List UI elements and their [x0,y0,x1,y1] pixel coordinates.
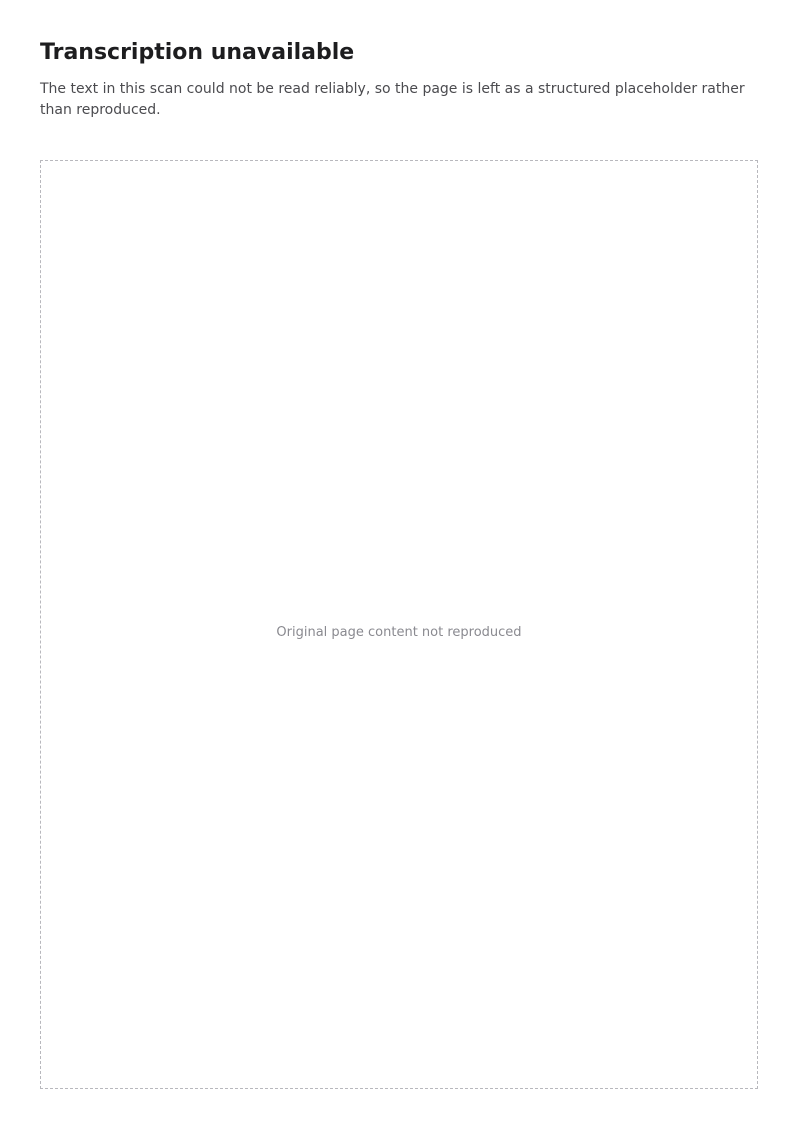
notice [40,40,760,131]
notice-title: Transcription unavailable [40,40,355,65]
frame-label: Original page content not reproduced [276,624,522,640]
notice-body: The text in this scan could not be read reliably, so the page is left as a structured placeholder rather than reproduced. [40,81,745,118]
content-frame [40,160,758,1089]
